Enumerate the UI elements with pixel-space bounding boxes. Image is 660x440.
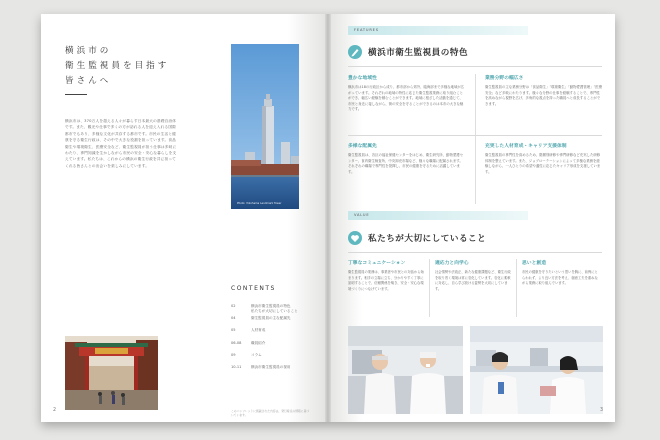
lab-image	[470, 326, 603, 414]
toc-label: 職員紹介	[251, 340, 266, 345]
feature-title: 豊かな地域性	[348, 76, 377, 81]
features-column-divider	[475, 74, 476, 204]
spine-shadow	[325, 14, 331, 422]
toc-number: 05	[231, 328, 236, 333]
feature-item	[348, 142, 466, 175]
features-tag-label: FEATURES	[354, 27, 379, 32]
heart-icon	[348, 231, 362, 245]
toc-number: 06-08	[231, 340, 242, 345]
feature-text: 衛生監視員は、各区の福祉保健センターをはじめ、衛生研究所、動物愛護センター、食肉衛生検査所、中央卸売市場など、様々な職場に配属されます。それぞれの職場で専門性を発揮し、市民の健康を守るために活躍しています。	[348, 153, 464, 174]
toc-number: 02	[231, 304, 236, 308]
left-page	[41, 14, 328, 422]
chinatown-gate-image	[65, 336, 158, 410]
feature-title: 業務分野の幅広さ	[485, 76, 524, 81]
toc-label: 衛生監視員の主な配属先	[251, 316, 291, 321]
toc-item[interactable]	[231, 341, 321, 353]
lab-photo	[470, 326, 603, 414]
value-text: 社会情勢や法改正、新たな健康課題など、衛生行政を取り巻く環境は常に変化しています。変化に柔軟に対応し、自ら学び続ける姿勢を大切にしています。	[435, 270, 511, 291]
value-item	[522, 259, 599, 287]
toc-item[interactable]	[231, 353, 321, 365]
title-line-3: 皆さんへ	[65, 76, 112, 86]
value-column-divider-2	[516, 259, 517, 317]
value-heading	[348, 231, 486, 245]
landmark-tower-image	[231, 44, 299, 209]
value-column-divider-1	[429, 259, 430, 317]
value-title: 丁寧なコミュニケーション	[348, 261, 406, 266]
value-heading-text: 私たちが大切にしていること	[368, 234, 487, 244]
value-title: 適応力と向学心	[435, 261, 469, 266]
toc-item[interactable]	[231, 365, 321, 377]
value-item	[348, 259, 425, 292]
contents-footnote: このパンフレットに掲載された内容は、発行時点の情報に基づいています。	[231, 409, 310, 417]
inspection-image	[348, 326, 463, 414]
feature-title: 多様な配属先	[348, 144, 377, 149]
value-divider	[348, 252, 602, 253]
value-title: 思いと創造	[522, 261, 546, 266]
value-item	[435, 259, 512, 292]
page-title	[65, 44, 195, 89]
features-tag	[348, 26, 528, 35]
toc-number: 09	[231, 352, 236, 357]
right-page	[328, 14, 615, 422]
brochure-spread	[41, 14, 615, 422]
chinatown-gate-photo	[65, 336, 158, 410]
toc-item[interactable]	[231, 304, 321, 316]
toc-number: 04	[231, 316, 236, 321]
landmark-tower-photo	[231, 44, 299, 209]
value-text: 市民の健康を守りたいという思いを胸に、前例にとらわれず、より良い方法を考え、創意工夫を重ねながら業務に取り組んでいます。	[522, 270, 598, 285]
toc-label: 横浜市衛生監視員の特色 私たちが大切にしていること	[251, 304, 298, 314]
features-heading	[348, 45, 468, 59]
toc-item[interactable]	[231, 316, 321, 328]
features-heading-text: 横浜市衛生監視員の特色	[368, 48, 469, 58]
value-tag-label: VALUE	[354, 212, 370, 217]
toc-label: 人材育成	[251, 328, 266, 333]
toc-number: 10-11	[231, 364, 242, 369]
feature-text: 横浜市は18の行政区から成り、都市部から郊外、臨海部まで多様な地域が広がっています。それぞれの地域の特性に応じた衛生監視業務に取り組むことができ、幅広い経験を積むことができます。地域に根ざした活動を通じて、市民と身近に接しながら、街の安全を守ることができるのは本市の大きな魅力です。	[348, 85, 465, 112]
feature-item	[348, 74, 466, 113]
page-number-left: 2	[53, 408, 57, 413]
tower-photo-caption: Photo: Yokohama Landmark Tower	[237, 202, 282, 205]
title-line-2: 衛生監視員を目指す	[65, 61, 170, 71]
table-of-contents	[231, 304, 321, 377]
feature-item	[485, 142, 603, 175]
toc-label: 横浜市衛生監視員の採用	[251, 364, 291, 369]
title-line-1: 横浜市の	[65, 46, 112, 56]
contents-heading: CONTENTS	[231, 285, 276, 292]
page-number-right: 3	[599, 408, 603, 413]
feature-text: 衛生監視員の主な業務分野は「食品衛生」「環境衛生」「動物愛護管理」「医療安全」など多岐にわたります。様々な分野の仕事を経験することで、専門性を高めながら視野を広げ、多角的な視点を持った職員へと成長することができます。	[485, 85, 602, 106]
features-row-divider	[348, 135, 602, 136]
toc-label: コラム	[251, 352, 262, 357]
feature-title: 充実した人材育成・キャリア支援体制	[485, 144, 567, 149]
features-divider	[348, 66, 602, 67]
value-text: 衛生監視員の業務は、事業者や市民との対話から始まります。相手の立場に立ち、分かりやすく丁寧に説明することで、信頼関係を築き、安全・安心な環境づくりにつなげています。	[348, 270, 424, 291]
feature-text: 衛生監視員の専門性を高めるため、階層別研修や専門研修など充実した研修体制を整えています。また、ジョブローテーションによって多様な業務を経験しながら、一人ひとりの希望や適性に応じたキャリア形成を支援しています。	[485, 153, 601, 174]
inspection-photo	[348, 326, 463, 414]
pen-icon	[348, 45, 362, 59]
title-divider	[65, 94, 87, 95]
feature-item	[485, 74, 603, 107]
value-tag	[348, 211, 528, 220]
intro-text: 横浜市は、370万人を超える人々が暮らす日本最大の基礎自治体です。また、観光や仕事で多くの方が訪れる人を迎え入れる国際都市でもあり、多様な文化が共存する都市です。市民の生活と健康を守る衛生行政は、その中で大きな役割を担っています。食品衛生や環境衛生、医療安全など、衛生監視員が担う仕事は多岐にわたり、専門知識を生かしながら市民の安全・安心な暮らしを支えています。私たちは、これからの横浜の衛生行政を共に担ってくれる皆さんとの出会いを楽しみにしています。	[65, 119, 177, 168]
toc-item[interactable]	[231, 328, 321, 340]
